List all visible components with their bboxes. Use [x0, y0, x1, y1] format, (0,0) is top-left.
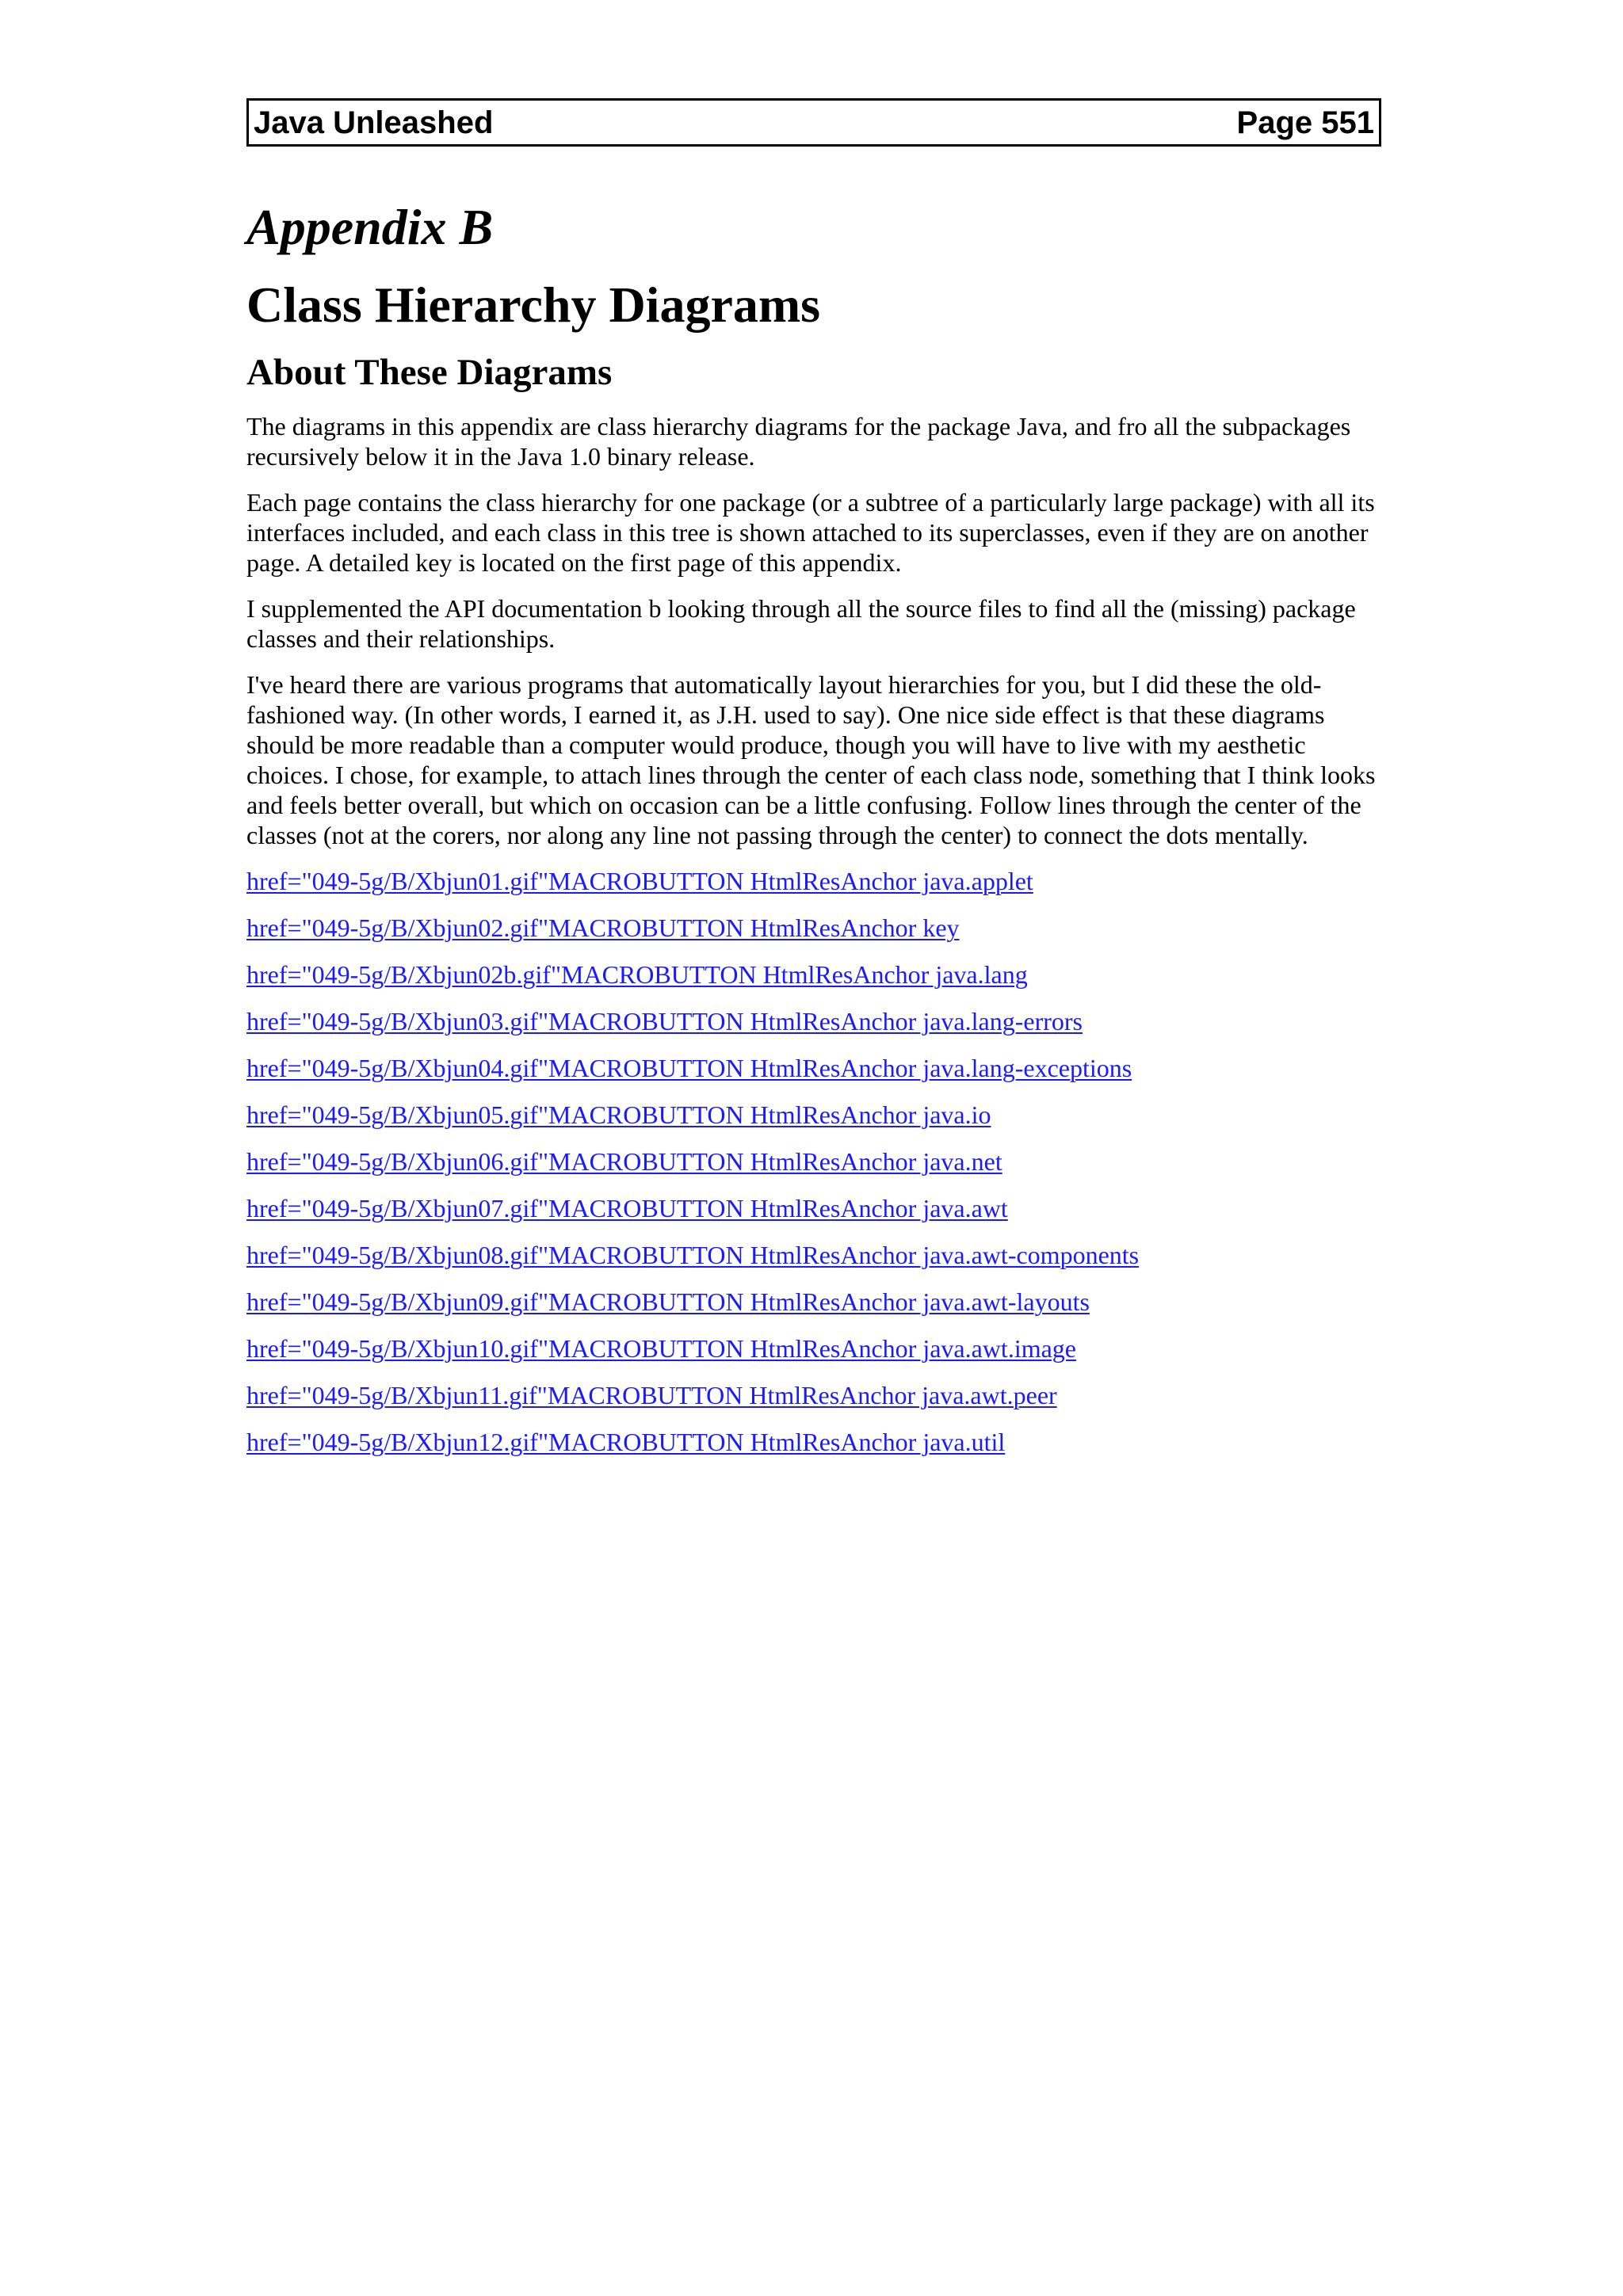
paragraph-4: I've heard there are various programs that automatically layout hierarchies for you, but I did these the old-fashioned way. (In other words, I earned it, as J.H. used to say). One nice side effect is that these diagrams should be more readable than a computer would produce, though you will have to live with my aesthetic choices. I chose, for example, to attach lines through the center of each class node, something that I think looks and feels better overall, but which on occasion can be a little confusing. Follow lines through the center of the classes (not at the corers, nor along any line not passing through the center) to connect the dots mentally. — [246, 670, 1376, 849]
diagram-link-java-awt[interactable]: href="049-5g/B/Xbjun07.gif"MACROBUTTON HtmlResAnchor java.awt — [246, 1194, 1008, 1222]
diagram-link-java-net[interactable]: href="049-5g/B/Xbjun06.gif"MACROBUTTON HtmlResAnchor java.net — [246, 1147, 1002, 1176]
document-page — [246, 98, 1381, 1474]
diagram-link-java-lang-exceptions[interactable]: href="049-5g/B/Xbjun04.gif"MACROBUTTON HtmlResAnchor java.lang-exceptions — [246, 1054, 1132, 1082]
diagram-link-list — [246, 866, 1381, 1457]
paragraph-2: Each page contains the class hierarchy for one package (or a subtree of a particularly large package) with all its interfaces included, and each class in this tree is shown attached to its superclasses, even if they are on another page. A detailed key is located on the first page of this appendix. — [246, 488, 1375, 577]
diagram-link-java-awt-components[interactable]: href="049-5g/B/Xbjun08.gif"MACROBUTTON HtmlResAnchor java.awt-components — [246, 1241, 1140, 1269]
diagram-link-java-util[interactable]: href="049-5g/B/Xbjun12.gif"MACROBUTTON HtmlResAnchor java.util — [246, 1428, 1006, 1456]
diagram-link-java-lang[interactable]: href="049-5g/B/Xbjun02b.gif"MACROBUTTON HtmlResAnchor java.lang — [246, 960, 1028, 989]
page-number: Page 551 — [1236, 105, 1374, 140]
paragraph-3: I supplemented the API documentation b looking through all the source files to find all the (missing) package classes and their relationships. — [246, 594, 1356, 653]
paragraph-1: The diagrams in this appendix are class hierarchy diagrams for the package Java, and fro all the subpackages recursively below it in the Java 1.0 binary release. — [246, 412, 1351, 471]
chapter-title: Class Hierarchy Diagrams — [246, 277, 821, 333]
book-title: Java Unleashed — [254, 105, 494, 140]
appendix-label: Appendix B — [246, 199, 494, 255]
section-title: About These Diagrams — [246, 352, 613, 393]
diagram-link-java-awt-layouts[interactable]: href="049-5g/B/Xbjun09.gif"MACROBUTTON HtmlResAnchor java.awt-layouts — [246, 1287, 1090, 1316]
running-header — [246, 98, 1381, 147]
diagram-link-java-io[interactable]: href="049-5g/B/Xbjun05.gif"MACROBUTTON HtmlResAnchor java.io — [246, 1100, 991, 1129]
diagram-link-java-awt-peer[interactable]: href="049-5g/B/Xbjun11.gif"MACROBUTTON HtmlResAnchor java.awt.peer — [246, 1381, 1057, 1409]
diagram-link-java-applet[interactable]: href="049-5g/B/Xbjun01.gif"MACROBUTTON HtmlResAnchor java.applet — [246, 867, 1033, 895]
diagram-link-java-awt-image[interactable]: href="049-5g/B/Xbjun10.gif"MACROBUTTON HtmlResAnchor java.awt.image — [246, 1334, 1076, 1363]
diagram-link-java-lang-errors[interactable]: href="049-5g/B/Xbjun03.gif"MACROBUTTON HtmlResAnchor java.lang-errors — [246, 1007, 1083, 1035]
diagram-link-key[interactable]: href="049-5g/B/Xbjun02.gif"MACROBUTTON HtmlResAnchor key — [246, 913, 960, 942]
